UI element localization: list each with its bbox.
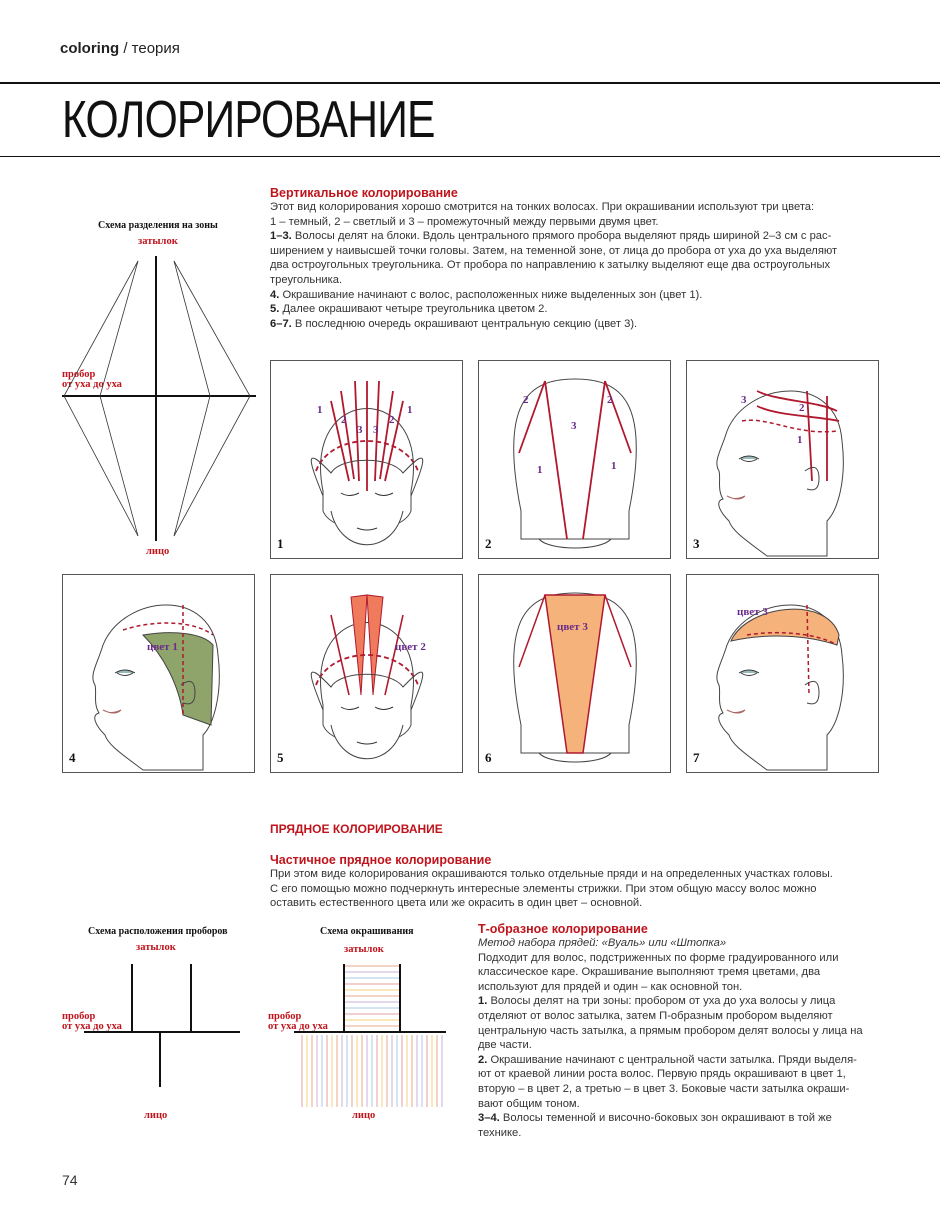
step-number: 6: [485, 750, 492, 765]
zone-label: 1: [537, 464, 543, 476]
zone-label: 1: [611, 460, 617, 472]
head-drawing: [271, 575, 462, 772]
head-drawing: [479, 361, 670, 558]
step-number: 6–7.: [270, 317, 292, 330]
text-line: [270, 229, 890, 244]
head-drawing: [271, 361, 462, 558]
text-line: Этот вид колорирования хорошо смотрится на тонких волосах. При окрашивании используют три цвета:: [270, 201, 815, 213]
text-line: [270, 288, 890, 303]
step-text: ширением у наивысшей точки головы. Затем, на теменной зоне, от лица до пробора от уха до уха выделяют: [270, 244, 838, 257]
step-illustration-6: [478, 574, 671, 773]
zone-label: 1: [797, 434, 803, 446]
vertical-intro: [270, 200, 890, 229]
zone-label: 3: [373, 424, 379, 436]
zone-label: 2: [341, 414, 347, 426]
step-illustration-3: [686, 360, 879, 559]
step-text: два остроугольных треугольника. От пробора по направлению к затылку выделяют еще два остроугольных: [270, 259, 831, 272]
page-title: КОЛОРИРОВАНИЕ: [62, 91, 435, 149]
zone-label: цвет 3: [557, 621, 588, 633]
text-line: [478, 1067, 898, 1082]
running-header: [60, 40, 180, 57]
zone-label: 1: [317, 404, 323, 416]
head-drawing: [687, 361, 878, 558]
step-text: Волосы теменной и височно-боковых зон окрашивают в той же: [499, 1112, 832, 1125]
step-text: вторую – в цвет 2, а третью – в цвет 3. Боковые части затылка окраши-: [478, 1082, 850, 1095]
step-text: ют от краевой линии роста волос. Первую прядь окрашивают в цвет 1,: [478, 1068, 846, 1081]
zone-label: 1: [407, 404, 413, 416]
head-drawing: [687, 575, 878, 772]
step-number: 2: [485, 536, 492, 551]
step-number: 3: [693, 536, 700, 551]
parting-scheme: [60, 922, 260, 1132]
t-shape-method: Метод набора прядей: «Вуаль» или «Штопка»: [478, 937, 727, 949]
top-rule: [0, 82, 940, 84]
zone-label: цвет 1: [147, 641, 178, 653]
step-number: 4.: [270, 288, 280, 301]
text-line: [478, 1126, 898, 1141]
text-line: [478, 1111, 898, 1126]
coloring-scheme-side-label: пробор от уха до уха: [268, 1011, 328, 1032]
step-text: Волосы делят на три зоны: пробором от уха до уха волосы у лица: [487, 995, 836, 1008]
step-text: две части.: [478, 1039, 532, 1052]
step-number: 1–3.: [270, 230, 292, 243]
step-text: вают общим тоном.: [478, 1097, 580, 1110]
text-line: [478, 1082, 898, 1097]
coloring-scheme-top-label: затылок: [344, 944, 384, 955]
text-line: [270, 273, 890, 288]
text-line: [270, 302, 890, 317]
step-number: 1.: [478, 995, 488, 1008]
text-line: оставить естественного цвета или же окрасить в один цвет – основной.: [270, 897, 643, 910]
zone-label: 2: [607, 394, 613, 406]
step-text: технике.: [478, 1126, 522, 1139]
vertical-heading: Вертикальное колорирование: [270, 186, 458, 200]
parting-scheme-bottom-label: лицо: [144, 1110, 168, 1121]
step-text: В последнюю очередь окрашивают центральную секцию (цвет 3).: [291, 317, 638, 330]
step-text: классическое каре. Окрашивание выполняют тремя цветами, два: [478, 966, 821, 979]
step-illustration-4: [62, 574, 255, 773]
text-line: [478, 1024, 898, 1039]
strand-intro: [270, 867, 890, 911]
step-text: Подходит для волос, подстриженных по форме градуированного или: [478, 951, 839, 964]
parting-scheme-top-label: затылок: [136, 942, 176, 953]
zone-scheme: [60, 216, 260, 566]
head-drawing: [63, 575, 254, 772]
text-line: [478, 1053, 898, 1068]
step-number: 2.: [478, 1053, 488, 1066]
coloring-scheme-bottom-label: лицо: [352, 1110, 376, 1121]
text-line: [478, 1097, 898, 1112]
subsection-name: / теория: [119, 40, 180, 57]
step-text: Окрашивание начинают с центральной части затылка. Пряди выделя-: [487, 1053, 857, 1066]
zone-label: 3: [357, 424, 363, 436]
step-text: треугольника.: [270, 273, 343, 286]
step-text: центральную часть затылка, а прямым пробором делят волосы у лица на: [478, 1024, 863, 1037]
text-line: [478, 1038, 898, 1053]
text-line: [478, 951, 898, 966]
text-line: [270, 258, 890, 273]
coloring-scheme-title: Схема окрашивания: [320, 926, 414, 937]
step-illustration-7: [686, 574, 879, 773]
t-shape-block: [478, 922, 898, 1140]
step-number: 5: [277, 750, 284, 765]
zone-scheme-top-label: затылок: [138, 236, 178, 247]
zone-label: 3: [741, 394, 747, 406]
text-line: [478, 1009, 898, 1024]
step-number: 5.: [270, 303, 280, 316]
section-name: coloring: [60, 40, 120, 57]
strand-heading: ПРЯДНОЕ КОЛОРИРОВАНИЕ: [270, 822, 443, 836]
zone-scheme-title: Схема разделения на зоны: [98, 220, 218, 231]
text-line: С его помощью можно подчеркнуть интересные элементы стрижки. При этом общую массу волос можно: [270, 882, 817, 895]
step-illustration-5: [270, 574, 463, 773]
page-number: 74: [62, 1172, 78, 1188]
text-line: [478, 980, 898, 995]
parting-scheme-side-label: пробор от уха до уха: [62, 1011, 122, 1032]
zone-label: 2: [799, 402, 805, 414]
coloring-scheme-diagram: [266, 922, 450, 1132]
step-illustration-2: [478, 360, 671, 559]
text-line: При этом виде колорирования окрашиваются только отдельные пряди и на определенных участках головы.: [270, 868, 833, 880]
zone-label: 2: [389, 414, 395, 426]
zone-label: цвет 3: [737, 606, 768, 618]
step-text: отделяют от волос затылка, затем П-образным пробором выделяют: [478, 1009, 833, 1022]
zone-scheme-diagram: [60, 216, 260, 566]
step-text: Далее окрашивают четыре треугольника цветом 2.: [279, 303, 548, 316]
zone-label: цвет 2: [395, 641, 426, 653]
zone-label: 3: [571, 420, 577, 432]
step-number: 7: [693, 750, 700, 765]
zone-scheme-bottom-label: лицо: [146, 546, 170, 557]
title-rule: [0, 156, 940, 157]
vertical-coloring-block: [270, 186, 890, 331]
t-shape-heading: Т-образное колорирование: [478, 922, 648, 936]
step-number: 1: [277, 536, 284, 551]
step-text: используют для прядей и один – как основной тон.: [478, 980, 743, 993]
parting-scheme-title: Схема расположения проборов: [88, 926, 228, 937]
strand-coloring-block: [270, 822, 890, 911]
text-line: [478, 965, 898, 980]
vertical-steps: [270, 229, 890, 331]
text-line: [478, 994, 898, 1009]
text-line: [270, 244, 890, 259]
text-line: 1 – темный, 2 – светлый и 3 – промежуточный между первыми двумя цвет.: [270, 215, 659, 228]
head-drawing: [479, 575, 670, 772]
coloring-scheme: [266, 922, 450, 1132]
strand-subheading: Частичное прядное колорирование: [270, 853, 492, 867]
step-number: 4: [69, 750, 76, 765]
parting-scheme-diagram: [60, 922, 260, 1132]
zone-label: 2: [523, 394, 529, 406]
step-illustration-1: [270, 360, 463, 559]
text-line: [270, 317, 890, 332]
zone-scheme-side-label: пробор от уха до уха: [62, 369, 122, 390]
step-text: Волосы делят на блоки. Вдоль центрального прямого пробора выделяют прядь шириной 2–3 см с рас-: [291, 230, 832, 243]
step-text: Окрашивание начинают с волос, расположенных ниже выделенных зон (цвет 1).: [279, 288, 703, 301]
t-shape-steps: [478, 951, 898, 1141]
step-number: 3–4.: [478, 1112, 500, 1125]
